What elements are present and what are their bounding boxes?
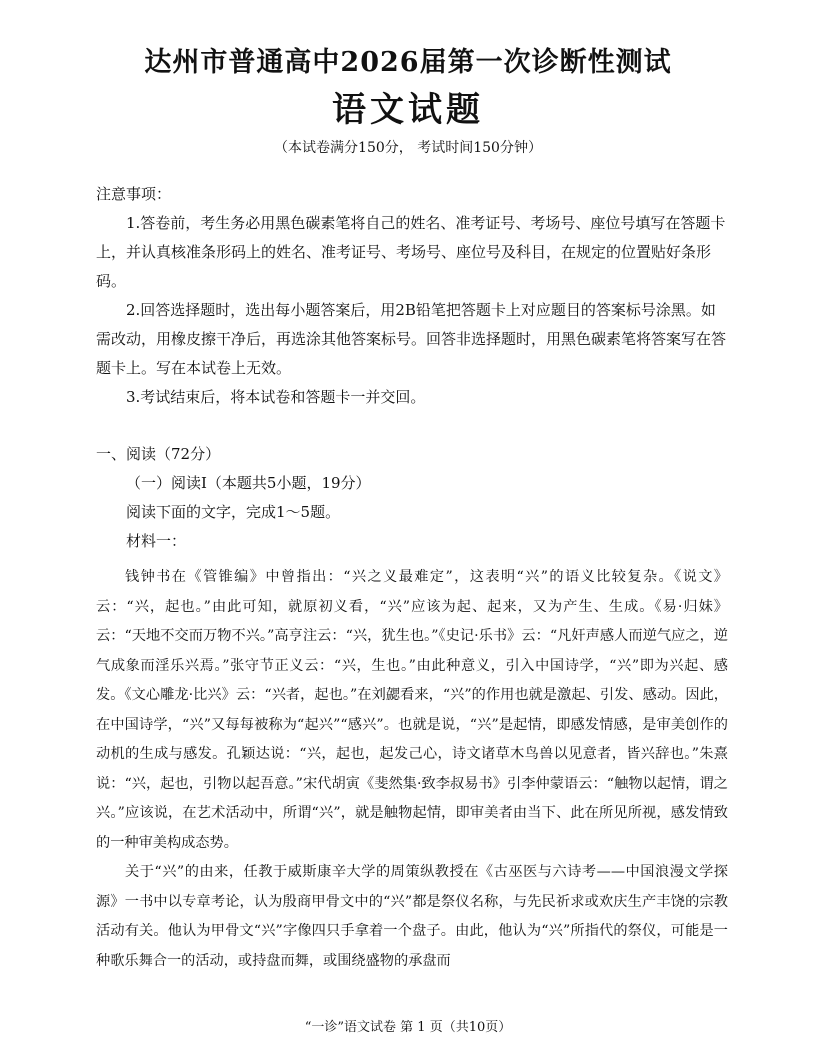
note-item: 1.答卷前，考生务必用黑色碳素笔将自己的姓名、准考证号、考场号、座位号填写在答题卡上，并认真核准条形码上的姓名、准考证号、考场号、座位号及科目，在规定的位置贴好条形码。 [96,214,726,290]
exam-title: 达州市普通高中2026届第一次诊断性测试 [144,47,672,78]
subject-title: 语文试题 [332,90,484,130]
note-item: 3.考试结束后，将本试卷和答题卡一并交回。 [126,388,426,406]
section-heading: 一、阅读（72分） [96,445,221,463]
note-item: 2.回答选择题时，选出每小题答案后，用2B铅笔把答题卡上对应题目的答案标号涂黑。如需改动，用橡皮擦干净后，再选涂其他答案标号。回答非选择题时，用黑色碳素笔将答案写在答题卡上。写在本试卷上无效。 [96,301,727,377]
section-block [96,440,728,556]
passage-paragraph: 钱钟书在《管锥编》中曾指出：“兴之义最难定”，这表明“兴”的语义比较复杂。《说文》云：“兴，起也。”由此可知，就原初义看，“兴”应该为起、起来，又为产生、生成。《易·归妹》云：“天地不交而万物不兴。”高亨注云：“兴，犹生也。”《史记·乐书》云：“凡奸声感人而逆气应之，逆气成象而淫乐兴焉。”张守节正义云：“兴，生也。”由此种意义，引入中国诗学，“兴”即为兴起、感发。《文心雕龙·比兴》云：“兴者，起也。”在刘勰看来，“兴”的作用也就是激起、引发、感动。因此，在中国诗学，“兴”又每每被称为“起兴”“感兴”。也就是说，“兴”是起情，即感发情感，是审美创作的动机的生成与感发。孔颖达说：“兴，起也，起发己心，诗文诸草木鸟兽以见意者，皆兴辞也。”朱熹说：“兴，起也，引物以起吾意。”宋代胡寅《斐然集·致李叔易书》引李仲蒙语云：“触物以起情，谓之兴。”应该说，在艺术活动中，所谓“兴”，就是触物起情，即审美者由当下、此在所见所视，感发情致的一种审美构成态势。 [96,569,728,851]
material-label: 材料一： [126,532,187,550]
notes-block [96,180,728,412]
notes-heading: 注意事项： [96,185,172,203]
passage-paragraph: 关于“兴”的由来，任教于威斯康辛大学的周策纵教授在《古巫医与六诗考——中国浪漫文学探源》一书中以专章考论，认为殷商甲骨文中的“兴”都是祭仪名称，与先民祈求或欢庆生产丰饶的宗教活动有关。他认为甲骨文“兴”字像四只手拿着一个盘子。由此，他认为“兴”所指代的祭仪，可能是一种歌乐舞合一的活动，或持盘而舞，或围绕盛物的承盘而 [96,864,728,969]
passage [96,563,728,976]
exam-info: （本试卷满分150分， 考试时间150分钟） [274,140,542,156]
page-footer: “一诊”语文试卷 第 1 页（共10页） [304,1020,512,1035]
instruction-text: 阅读下面的文字，完成1～5题。 [126,503,341,521]
sub-section-heading: （一）阅读Ⅰ（本题共5小题，19分） [126,474,371,492]
